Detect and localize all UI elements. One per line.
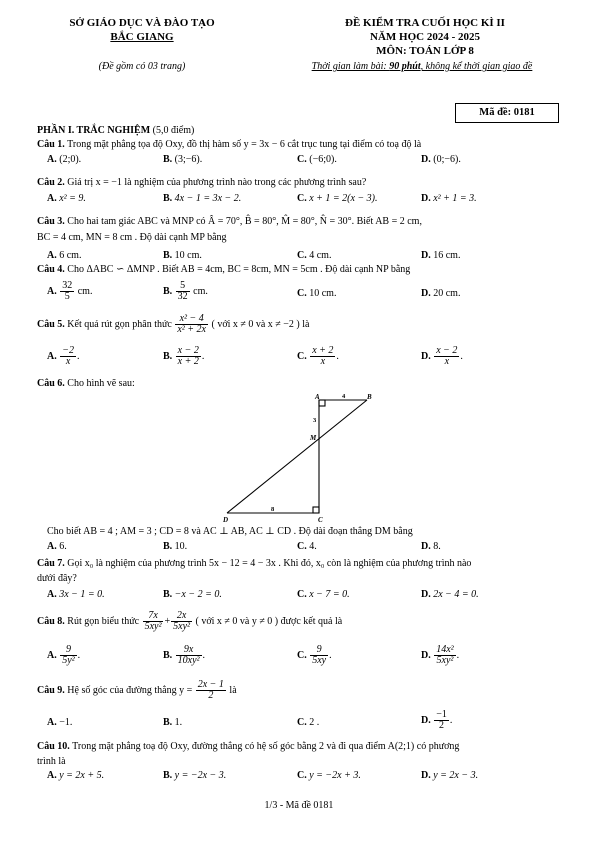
time-note	[262, 61, 582, 72]
letter: B.	[163, 193, 173, 204]
q10-option-c[interactable]	[297, 770, 361, 782]
letter: C.	[297, 250, 307, 261]
q5-a-fraction	[60, 346, 76, 367]
label-c: C	[318, 516, 323, 524]
letter: C.	[297, 541, 307, 552]
q7-text2: dưới đây?	[37, 573, 77, 584]
province-name: BẮC GIANG	[110, 31, 174, 43]
q2-option-b[interactable]	[163, 193, 241, 205]
q7-option-b[interactable]	[163, 589, 222, 601]
denominator: x	[60, 356, 76, 367]
letter: D.	[421, 770, 431, 781]
q7-option-d[interactable]	[421, 589, 479, 601]
q8-fraction-1	[143, 611, 164, 632]
q6-a-text: 6.	[59, 541, 67, 552]
q4-option-d[interactable]	[421, 288, 460, 300]
denominator: 5xy²	[434, 655, 455, 666]
letter: C.	[297, 770, 307, 781]
q3-label: Câu 3.	[37, 216, 65, 227]
letter: C.	[297, 193, 307, 204]
q3-option-a[interactable]	[47, 250, 81, 262]
letter: B.	[163, 649, 173, 661]
q6-text: Cho hình vẽ sau:	[64, 378, 135, 389]
denominator: 5y²	[62, 655, 75, 666]
question-7-line2	[37, 573, 577, 585]
q9-fraction	[196, 680, 226, 701]
question-10-line2	[37, 756, 577, 768]
denominator: 5xy	[312, 655, 327, 666]
q5-option-a[interactable]: A. $\frac{-2}{x}$ .	[47, 345, 80, 367]
q10-label: Câu 10.	[37, 741, 70, 752]
question-10	[37, 741, 577, 753]
q8-label: Câu 8.	[37, 615, 65, 627]
q2-option-d[interactable]	[421, 193, 477, 205]
letter: A.	[47, 154, 57, 165]
q8-fraction-2	[171, 611, 192, 632]
q9-option-b[interactable]	[163, 717, 182, 729]
q1-text: Trong mặt phẳng tọa độ Oxy, đồ thị hàm số y = 3x − 6 cắt trục tung tại điểm có toạ độ là	[64, 139, 422, 150]
q5-c-fraction	[310, 346, 335, 367]
letter: A.	[47, 250, 57, 261]
q6-d-text: 8.	[433, 541, 441, 552]
q8-option-d[interactable]: D. $\frac{\text{14x²}}{\text{5xy²}}$ .	[421, 644, 460, 666]
letter: D.	[421, 350, 431, 362]
q8-d-fraction	[434, 645, 455, 666]
q6-b-text: 10.	[174, 541, 188, 552]
q2-option-a[interactable]	[47, 193, 86, 205]
question-6	[37, 378, 577, 390]
denominator: x	[434, 356, 459, 367]
numerator: −1	[436, 709, 447, 720]
q5-b-fraction	[176, 346, 201, 367]
q2-option-c[interactable]	[297, 193, 378, 205]
length-cd: 8	[271, 506, 275, 513]
right-angle-a-icon	[319, 400, 325, 406]
q1-option-a[interactable]	[47, 154, 81, 166]
q6-option-a[interactable]	[47, 541, 67, 553]
part1-points: (5,0 điểm)	[150, 125, 195, 136]
q8-option-c[interactable]: C. $\frac{9}{5xy}$ .	[297, 644, 332, 666]
numerator: 14x²	[436, 644, 454, 655]
q10-text: Trong mặt phẳng toạ độ Oxy, đường thẳng có hệ số góc bằng 2 và đi qua điểm A(2;1) có phương	[69, 741, 460, 752]
q4-c-text: 10 cm.	[309, 288, 337, 299]
letter: A.	[47, 193, 57, 204]
letter: D.	[421, 714, 431, 726]
q4-text: Cho ΔABC ∽ ΔMNP . Biết AB = 4cm, BC = 8cm, MN = 5cm . Độ dài cạnh NP bằng	[64, 264, 411, 275]
q9-label: Câu 9.	[37, 684, 65, 696]
letter: D.	[421, 250, 431, 261]
letter: D.	[421, 288, 431, 299]
letter: C.	[297, 649, 307, 661]
q8-option-a[interactable]: A. $\frac{9}{\text{5y²}}$ .	[47, 644, 81, 666]
numerator: x − 2	[436, 345, 458, 356]
q1-c-text: (−6;0).	[309, 154, 337, 165]
q8-b-fraction	[176, 645, 202, 666]
q6-option-d[interactable]	[421, 541, 441, 553]
q7-option-a[interactable]	[47, 589, 105, 601]
q10-option-b[interactable]	[163, 770, 226, 782]
geometry-figure	[215, 390, 380, 525]
q5-text: Kết quả rút gọn phân thức	[64, 318, 172, 330]
q1-option-b[interactable]	[163, 154, 202, 166]
q3-d-text: 16 cm.	[433, 250, 461, 261]
letter: B.	[163, 541, 173, 552]
q8-option-b[interactable]: B. $\frac{9x}{\text{10xy²}}$ .	[163, 644, 206, 666]
letter: A.	[47, 350, 57, 362]
time-suffix: , không kể thời gian giao đề	[420, 61, 533, 72]
letter: B.	[163, 250, 173, 261]
q10-b-text: y = −2x − 3.	[174, 770, 227, 781]
q4-option-a[interactable]	[47, 281, 92, 302]
q7-label: Câu 7.	[37, 558, 65, 569]
letter: B.	[163, 285, 173, 297]
q1-label: Câu 1.	[37, 139, 65, 150]
q7-a-text: 3x − 1 = 0.	[59, 589, 105, 600]
q6-option-c[interactable]	[297, 541, 317, 553]
letter: B.	[163, 589, 173, 600]
q5-option-c[interactable]: C. $\frac{x + 2}{x}$ .	[297, 345, 339, 367]
numerator: 5	[180, 280, 186, 291]
label-a: A	[315, 393, 320, 401]
letter: C.	[297, 288, 307, 299]
letter: B.	[163, 350, 173, 362]
q6-text2: Cho biết AB = 4 ; AM = 3 ; CD = 8 và AC ⊥ AB, AC ⊥ CD . Độ dài đoạn thẳng DM bằng	[47, 526, 413, 537]
letter: B.	[163, 770, 173, 781]
q9-option-d[interactable]: D. $\frac{-1}{2}$ .	[421, 709, 453, 731]
denominator: x + 2	[177, 356, 199, 367]
q3-c-text: 4 cm.	[309, 250, 332, 261]
question-7	[37, 558, 577, 570]
exam-code-box: Mã đề: 0181	[455, 103, 559, 123]
denominator: 5	[60, 291, 74, 302]
q7-d-text: 2x − 4 = 0.	[433, 589, 479, 600]
department-name: SỞ GIÁO DỤC VÀ ĐÀO TẠO	[69, 17, 215, 29]
q4-option-c[interactable]	[297, 288, 336, 300]
letter: A.	[47, 589, 57, 600]
q7-b-text: −x − 2 = 0.	[174, 589, 222, 600]
pages-note: (Đề gồm có 03 trang)	[98, 61, 186, 72]
letter: D.	[421, 193, 431, 204]
q2-text: Giá trị x = −1 là nghiệm của phương trình nào trong các phương trình sau?	[64, 177, 367, 188]
q2-d-text: x² + 1 = 3.	[433, 193, 477, 204]
unit: cm.	[190, 285, 208, 297]
label-d: D	[223, 516, 229, 524]
q10-option-a[interactable]	[47, 770, 104, 782]
denominator: 2	[434, 720, 449, 731]
q3-b-text: 10 cm.	[174, 250, 202, 261]
q2-c-text: x + 1 = 2(x − 3).	[309, 193, 378, 204]
time-duration: 90 phút	[389, 61, 421, 72]
q2-a-text: x² = 9.	[59, 193, 86, 204]
q3-text2: BC = 4 cm, MN = 8 cm . Độ dài cạnh MP bằng	[37, 232, 227, 243]
letter: D.	[421, 649, 431, 661]
q8-a-fraction	[60, 645, 76, 666]
numerator: x² − 4	[179, 313, 204, 324]
numerator: 9	[316, 644, 322, 655]
q2-b-text: 4x − 1 = 3x − 2.	[174, 193, 242, 204]
q7-option-c[interactable]	[297, 589, 350, 601]
q6-c-text: 4.	[309, 541, 317, 552]
numerator: 2x − 1	[197, 679, 224, 690]
q9-text: Hệ số góc của đường thẳng y =	[64, 684, 193, 696]
q8-c-fraction	[310, 645, 328, 666]
q7-text: Gọi x₀ là nghiệm của phương trình 5x − 12 = 4 − 3x . Khi đó, x₀ còn là nghiệm của phương trình nào	[64, 558, 472, 569]
denominator: 10xy²	[177, 655, 200, 666]
question-9	[37, 680, 577, 701]
numerator: 32	[62, 280, 73, 291]
q7-c-text: x − 7 = 0.	[309, 589, 350, 600]
numerator: 9	[65, 644, 71, 655]
q5-option-d[interactable]: D. $\frac{x - 2}{x}$ .	[421, 345, 463, 367]
q9-a-text: −1.	[59, 717, 73, 728]
letter: D.	[421, 589, 431, 600]
numerator: 2x	[176, 610, 187, 621]
part1-heading: PHẦN I. TRẮC NGHIỆM	[37, 125, 151, 136]
q9-tail: là	[229, 684, 237, 696]
letter: C.	[297, 154, 307, 165]
q10-d-text: y = 2x − 3.	[433, 770, 479, 781]
letter: D.	[421, 154, 431, 165]
denominator: 5xy²	[144, 621, 162, 632]
letter: B.	[163, 154, 173, 165]
question-3	[37, 216, 577, 228]
q4-label: Câu 4.	[37, 264, 65, 275]
question-3-line2	[37, 232, 577, 244]
subject: MÔN: TOÁN LỚP 8	[376, 45, 474, 57]
q4-d-text: 20 cm.	[433, 288, 461, 299]
numerator: x − 2	[177, 345, 199, 356]
q9-b-text: 1.	[174, 717, 183, 728]
q4-b-fraction	[176, 281, 190, 302]
question-4	[37, 264, 577, 276]
numerator: x + 2	[312, 345, 334, 356]
q5-fraction	[175, 314, 208, 335]
q1-d-text: (0;−6).	[433, 154, 461, 165]
letter: C.	[297, 350, 307, 362]
denominator: 32	[177, 291, 188, 302]
q5-condition: ( với x ≠ 0 và x ≠ −2 ) là	[211, 318, 310, 330]
q3-text: Cho hai tam giác ABC và MNP có Â = 70°, B̂ = 80°, M̂ = 80°, N̂ = 30°. Biết AB = 2 cm,	[64, 216, 422, 227]
question-1	[37, 139, 577, 151]
q9-d-fraction	[434, 710, 449, 731]
q9-option-c[interactable]	[297, 717, 319, 729]
q10-option-d[interactable]	[421, 770, 478, 782]
letter: A.	[47, 649, 57, 661]
school-year: NĂM HỌC 2024 - 2025	[370, 31, 480, 43]
label-b: B	[367, 393, 372, 401]
length-ab: 4	[342, 393, 346, 400]
question-8: Câu 8. Rút gọn biểu thức $\frac{7x}{\text{5xy²}}$ + $\frac{2x}{\text{5xy²}}$ ( với x ≠ 0 và y ≠ 0 ) được kết quả là	[37, 610, 343, 632]
q5-d-fraction	[434, 346, 459, 367]
q3-option-d[interactable]	[421, 250, 460, 262]
letter: A.	[47, 541, 57, 552]
q8-text: Rút gọn biểu thức	[64, 615, 140, 627]
right-angle-c-icon	[313, 507, 319, 513]
letter: A.	[47, 717, 57, 728]
time-prefix: Thời gian làm bài:	[311, 61, 390, 72]
numerator: −2	[62, 345, 74, 356]
numerator: 9x	[183, 644, 194, 655]
letter: C.	[297, 589, 307, 600]
segment-bd	[227, 400, 367, 513]
page-footer: 1/3 - Mã đề 0181	[264, 800, 334, 811]
letter: D.	[421, 541, 431, 552]
question-6-line2	[47, 526, 587, 538]
q1-b-text: (3;−6).	[174, 154, 203, 165]
denominator: x	[310, 356, 335, 367]
q1-a-text: (2;0).	[59, 154, 82, 165]
q9-option-a[interactable]	[47, 717, 72, 729]
question-2	[37, 177, 577, 189]
length-am: 3	[313, 417, 317, 424]
letter: A.	[47, 770, 57, 781]
q4-option-b[interactable]	[163, 281, 208, 302]
denominator: 2	[196, 690, 226, 701]
q3-option-b[interactable]	[163, 250, 202, 262]
q1-option-d[interactable]	[421, 154, 461, 166]
q4-a-fraction	[60, 281, 74, 302]
part1-title	[37, 125, 577, 137]
numerator: 7x	[148, 610, 158, 621]
letter: C.	[297, 717, 307, 728]
exam-title: ĐỀ KIỂM TRA CUỐI HỌC KÌ II	[345, 17, 505, 29]
denominator: 5xy²	[173, 621, 190, 632]
q3-a-text: 6 cm.	[59, 250, 82, 261]
q10-a-text: y = 2x + 5.	[59, 770, 105, 781]
q5-option-b[interactable]: B. $\frac{x - 2}{x + 2}$ .	[163, 345, 205, 367]
label-m: M	[310, 434, 317, 442]
q3-option-c[interactable]	[297, 250, 331, 262]
letter: A.	[47, 285, 57, 297]
q2-label: Câu 2.	[37, 177, 65, 188]
q10-text2: trình là	[37, 756, 66, 767]
q9-c-text: 2 .	[309, 717, 320, 728]
letter: B.	[163, 717, 173, 728]
q8-condition: ( với x ≠ 0 và y ≠ 0 ) được kết quả là	[195, 615, 343, 627]
q5-label: Câu 5.	[37, 318, 65, 330]
question-5	[37, 314, 577, 335]
q6-label: Câu 6.	[37, 378, 65, 389]
q6-option-b[interactable]	[163, 541, 187, 553]
unit: cm.	[75, 285, 93, 297]
q1-option-c[interactable]	[297, 154, 337, 166]
q10-c-text: y = −2x + 3.	[309, 770, 361, 781]
denominator: x² + 2x	[177, 324, 206, 335]
